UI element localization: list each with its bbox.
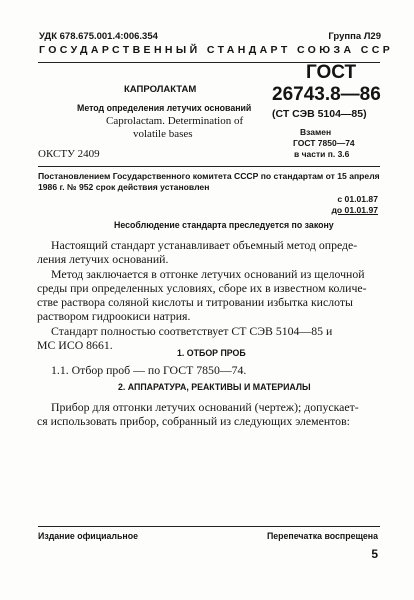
text-line: Стандарт полностью соответствует СТ СЭВ 5104—85 и bbox=[51, 324, 333, 338]
decree-line-2: 1986 г. № 952 срок действия установлен bbox=[38, 182, 210, 192]
text-line: Настоящий стандарт устанавливает объемный метод опреде- bbox=[51, 238, 358, 252]
gost-number: 26743.8—86 bbox=[272, 84, 381, 105]
law-notice: Несоблюдение стандарта преследуется по закону bbox=[114, 220, 334, 230]
text-line: ления летучих оснований. bbox=[37, 252, 169, 266]
method-subtitle-ru: Метод определения летучих оснований bbox=[77, 103, 252, 113]
text-line: Метод заключается в отгонке летучих оснований из щелочной bbox=[51, 267, 365, 281]
footer-reprint-prohibited: Перепечатка воспрещена bbox=[266, 531, 378, 541]
text-line: раствором гидроокиси натрия. bbox=[37, 309, 191, 323]
intro-paragraph-2 bbox=[37, 267, 372, 323]
text-line: МС ИСО 8661. bbox=[37, 338, 113, 352]
text-line: ся использовать прибор, собранный из следующих элементов: bbox=[37, 414, 350, 428]
standard-title: ГОСУДАРСТВЕННЫЙ СТАНДАРТ СОЮЗА ССР bbox=[39, 44, 394, 56]
intro-paragraph-1 bbox=[37, 238, 372, 266]
udk-code: УДК 678.675.001.4:006.354 bbox=[39, 31, 158, 42]
replaces-part: в части п. 3.6 bbox=[294, 149, 350, 159]
decree-line-1: Постановлением Государственного комитета СССР по стандартам от 15 апреля bbox=[38, 171, 380, 181]
replaces-label: Взамен bbox=[300, 127, 332, 137]
page-number: 5 bbox=[371, 547, 378, 561]
title-block-rule bbox=[38, 166, 380, 167]
section-1-text: 1.1. Отбор проб — по ГОСТ 7850—74. bbox=[51, 363, 247, 377]
gost-label: ГОСТ bbox=[306, 62, 357, 83]
okstu-code: ОКСТУ 2409 bbox=[38, 148, 100, 160]
section-2-paragraph-1 bbox=[37, 400, 372, 428]
text-line: Прибор для отгонки летучих оснований (чертеж); допускает- bbox=[51, 400, 359, 414]
method-subtitle-en-1: Caprolactam. Determination of bbox=[106, 115, 244, 127]
st-sev-number: (СТ СЭВ 5104—85) bbox=[272, 108, 367, 120]
method-subtitle-en-2: volatile bases bbox=[133, 128, 193, 140]
replaces-gost: ГОСТ 7850—74 bbox=[293, 138, 355, 148]
section-1-heading: 1. ОТБОР ПРОБ bbox=[177, 348, 246, 358]
text-line: стве раствора соляной кислоты и титровании избытка кислоты bbox=[37, 295, 353, 309]
footer-rule bbox=[38, 526, 380, 527]
section-2-heading: 2. АППАРАТУРА, РЕАКТИВЫ И МАТЕРИАЛЫ bbox=[118, 382, 311, 392]
product-name: КАПРОЛАКТАМ bbox=[124, 84, 197, 95]
valid-from-date: с 01.01.87 bbox=[337, 194, 378, 204]
group-code: Группа Л29 bbox=[328, 31, 381, 42]
footer-official-edition: Издание официальное bbox=[38, 531, 138, 541]
valid-to-date: до 01.01.97 bbox=[331, 205, 378, 215]
text-line: среды при определенных условиях, сборе их в известном количе- bbox=[37, 281, 367, 295]
